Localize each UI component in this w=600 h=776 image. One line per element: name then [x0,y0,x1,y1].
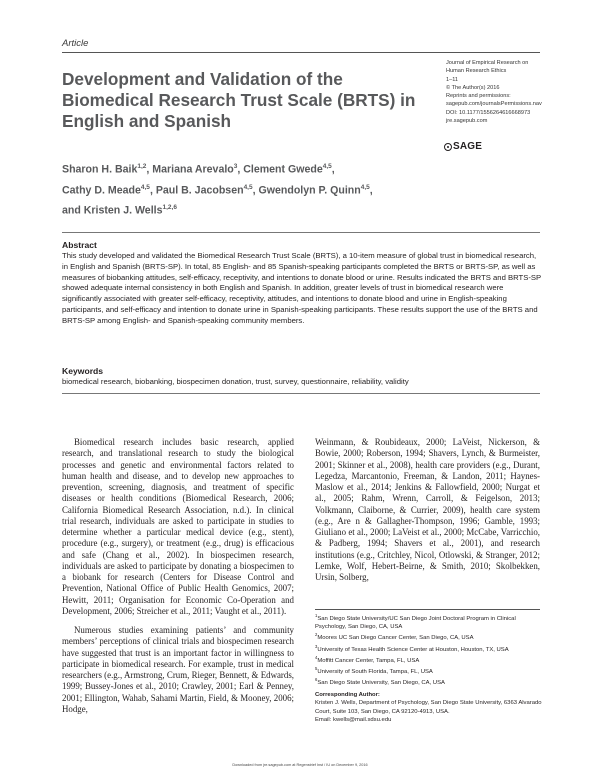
journal-meta-line: © The Author(s) 2016 [446,84,500,91]
footnote-number: 2 [315,632,318,638]
author-affiliation: 4,5 [360,183,370,191]
author-name: Clement Gwede [243,163,323,176]
abstract-heading: Abstract [62,240,97,250]
author-affiliation: 4,5 [243,183,253,191]
header-rule [62,52,540,53]
footnote-number: 5 [315,665,318,671]
journal-meta-link[interactable]: sagepub.com/journalsPermissions.nav [446,101,542,108]
author-affiliation: 3 [233,163,238,170]
keywords-heading: Keywords [62,366,104,376]
affiliation-footnote [315,612,543,631]
affiliation-footnote [315,676,543,687]
affiliation-footnotes [315,612,543,724]
journal-meta-doi[interactable]: DOI: 10.1177/1556264616668973 [446,109,531,116]
author-separator: , [149,184,156,197]
footnote-number: 1 [315,613,318,618]
journal-meta-line: Journal of Empirical Research on [446,60,529,66]
author-separator: , [146,163,153,176]
journal-metadata [446,59,566,125]
footnote-text: University of Texas Health Science Center at Houston, Houston, TX, USA [317,646,509,653]
author-name: Sharon H. Baik [62,163,138,176]
download-notice: Downloaded from jre.sagepub.com at Regenstrief Inst / IU on December 9, 2016 [232,763,368,767]
affiliation-footnote [315,643,543,654]
author-name: Cathy D. Meade [62,184,141,197]
affiliation-footnote [315,631,543,642]
corresponding-author-address: Kristen J. Wells, Department of Psychology, San Diego State University, 6363 Alvarado Court, Suite 103, San Diego, CA 92120-4913, USA. [315,700,542,715]
footnote-text: Moffitt Cancer Center, Tampa, FL, USA [317,657,420,664]
author-name: Gwendolyn P. Quinn [258,184,361,197]
sage-logo [444,141,482,152]
author-separator: , [331,163,335,176]
keywords-text: biomedical research, biobanking, biospecimen donation, trust, survey, questionnaire, reliability, validity [62,377,409,386]
body-paragraph: Numerous studies examining patients’ and community members’ perceptions of clinical trials and biospecimen research have suggested that trust is an important factor in willingness to participate in biomedical research. For example, trust in medical researchers (e.g., Armstrong, Crum, Rieger, Bennett, & Edwards, 1999; Bussey-Jones et al., 2010; Crawley, 2001; Earl & Penney, 2001; Ellington, Wahab, Sahami Martin, Field, & Mooney, 2006; Hodge, [62,625,294,714]
author-name: Mariana Arevalo [152,163,234,176]
footnote-rule [315,609,540,610]
affiliation-footnote [315,665,543,676]
author-affiliation: 1,2 [137,163,147,170]
sage-logo-icon [444,143,452,151]
corresponding-author-heading: Corresponding Author: [315,692,380,699]
footnote-text: San Diego State University/UC San Diego Joint Doctoral Program in Clinical Psychology, San Diego, CA, USA [315,615,516,631]
journal-meta-line: Reprints and permissions: [446,93,511,100]
footnote-number: 6 [315,677,318,683]
journal-meta-line: 1–11 [446,76,459,83]
body-left-column [62,437,294,715]
abstract-text: This study developed and validated the Biomedical Research Trust Scale (BRTS), a 10-item measure of global trust in biomedical research, in English and Spanish (BRTS-SP). In total, 85 English- and 85 Spanish-speaking participants completed the BRTS or BRTS-SP, as well as measures of biobanking attitudes, self-efficacy, receptivity, and intentions to donate blood or urine. Results indicated the BRTS and BRTS-SP showed adequate internal consistency in both English and Spanish. In addition, greater levels of trust in biomedical research were significantly associated with greater self-efficacy, receptivity, attitudes, and intentions to donate blood and urine in English-speaking participants, and self-efficacy and intention to donate urine in Spanish-speaking participants. These results support the use of the BRTS and BRTS-SP among English- and Spanish-speaking community members. [62,251,542,325]
corresponding-author-email[interactable]: Email: kwells@mail.sdsu.edu [315,716,392,723]
journal-meta-link[interactable]: jre.sagepub.com [446,118,488,125]
sage-logo-text: SAGE [453,141,483,152]
body-right-column [315,437,540,583]
author-affiliation: 1,2,6 [162,204,177,212]
section-rule [62,232,540,233]
footnote-text: Moores UC San Diego Cancer Center, San Diego, CA, USA [317,635,474,642]
section-rule [62,393,540,394]
body-paragraph: Weinmann, & Roubideaux, 2000; LaVeist, Nickerson, & Bowie, 2000; Roberson, 1994; Shavers, Lynch, & Burmeister, 2001; Skinner et al., 2008), health care providers (e.g., Durant, Legedza, Marcantonio, Freeman, & Landon, 2011; Haynes-Maslow et al., 2014; Jenkins & Fallowfield, 2000; Nurgat et al., 2005; Rahm, Wrenn, Carroll, & Feigelson, 2013; Volkmann, Claiborne, & Currier, 2009), health care system (e.g., Are n & Gallagher-Thompson, 1996; Gamble, 1993; Giuliano et al., 2000; LaVeist et al., 2000; McCabe, Varricchio, & Padberg, 1994; Shavers et al., 2001), and research institutions (e.g., Critchley, Nicol, Otlowski, & Stranger, 2012; Lemke, Wolf, Hebert-Beirne, & Smith, 2010; Skolbekken, Ursin, Solberg, [315,437,540,582]
journal-meta-line: Human Research Ethics [446,68,507,75]
author-affiliation: 4,5 [140,183,150,191]
author-name: and Kristen J. Wells [62,204,163,217]
article-title: Development and Validation of the Biomedical Research Trust Scale (BRTS) in English and Spanish [62,69,416,131]
footnote-text: University of South Florida, Tampa, FL, USA [317,668,433,675]
footnote-number: 4 [315,654,318,660]
body-paragraph: Biomedical research includes basic research, applied research, and translational research to study the biological processes and genetic and environmental factors related to human health and disease, and to develop new approaches to prevention, screening, diagnosis, and treatment of specific diseases or health conditions (Biomedical Research, 2006; California Biomedical Research Association, n.d.). In clinical trial research, individuals are asked to participate in studies to determine whether a particular medical device (e.g., stent), procedure (e.g., surgery), or treatment (e.g., drug) is efficacious and safe (Chang et al., 2002). In biospecimen research, individuals are asked to participate by donating a biospecimen to a biobank for research (Centers for Disease Control and Prevention, National Office of Public Health Genomics, 2007; Hewitt, 2011; Organisation for Economic Co-Operation and Development, 2006; Streicher et al., 2011; Vaught et al., 2011). [62,437,294,616]
affiliation-footnote [315,654,543,665]
footnote-number: 3 [315,643,318,649]
article-type-label: Article [62,38,89,49]
author-separator: , [369,184,373,197]
author-affiliation: 4,5 [322,163,332,170]
author-separator: , [237,163,244,176]
author-separator: , [252,184,259,197]
author-name: Paul B. Jacobsen [155,184,244,197]
author-list [62,158,482,220]
footnote-text: San Diego State University, San Diego, CA, USA [317,680,445,687]
